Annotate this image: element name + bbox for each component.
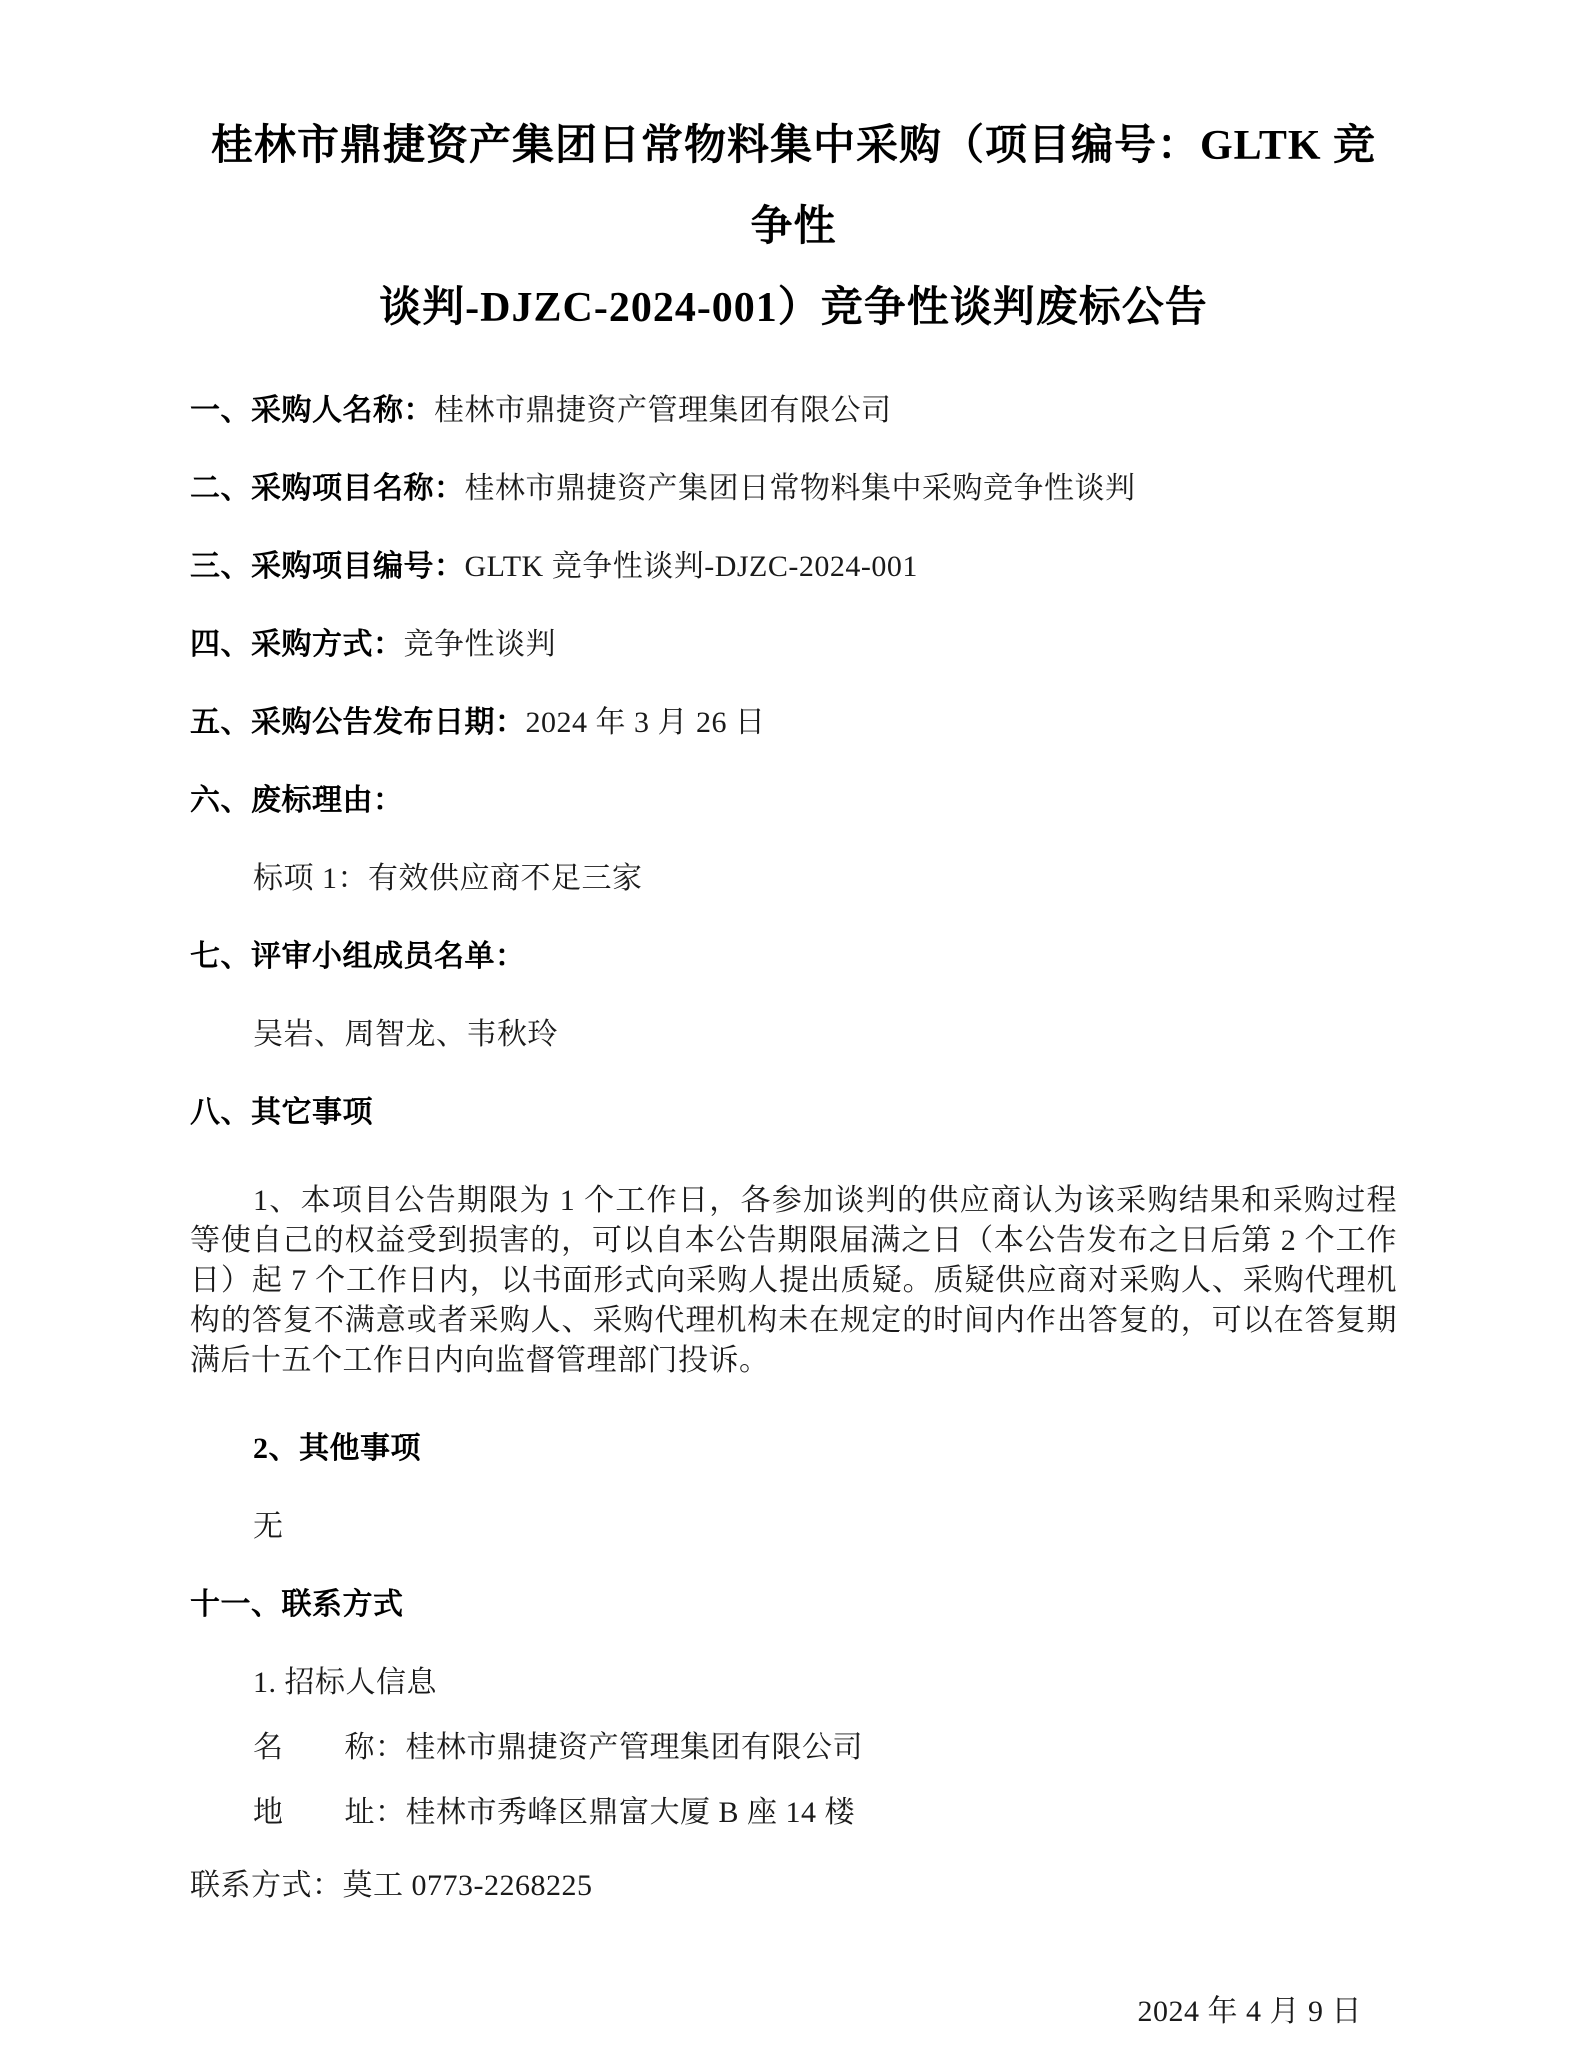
item-label: 一、采购人名称： [190,394,434,427]
section-invalid-reason-heading: 六、废标理由： [190,784,404,817]
contact-name-value: 桂林市鼎捷资产管理集团有限公司 [405,1731,863,1764]
contact-name-label: 名 称： [253,1731,406,1764]
contact-name-row [190,1728,1397,1768]
item-announcement-date [190,703,1397,743]
other-matters-clause2-value: 无 [253,1510,284,1543]
section-other-matters-heading: 八、其它事项 [190,1096,373,1129]
review-panel-members: 吴岩、周智龙、韦秋玲 [253,1018,558,1051]
item-value: 桂林市鼎捷资产集团日常物料集中采购竞争性谈判 [464,472,1136,505]
document-content [190,0,1397,2032]
contact-phone-row [190,1866,1397,1906]
section-contact-heading: 十一、联系方式 [190,1588,404,1621]
item-project-name [190,469,1397,509]
item-label: 四、采购方式： [190,628,404,661]
contact-phone-label: 联系方式： [190,1869,343,1902]
contact-address-value: 桂林市秀峰区鼎富大厦 B 座 14 楼 [405,1796,856,1829]
item-label: 三、采购项目编号： [190,550,465,583]
document-title [190,106,1397,349]
item-value: 桂林市鼎捷资产管理集团有限公司 [434,394,892,427]
item-purchaser [190,391,1397,431]
contact-address-label: 地 址： [253,1796,406,1829]
contact-phone-value: 莫工 0773-2268225 [342,1869,593,1902]
invalid-reason-item: 标项 1：有效供应商不足三家 [253,862,643,895]
item-value: 竞争性谈判 [403,628,556,661]
item-label: 二、采购项目名称： [190,472,465,505]
document-title-line1: 桂林市鼎捷资产集团日常物料集中采购（项目编号：GLTK 竞争性 [210,123,1376,250]
other-matters-clause2-heading: 2、其他事项 [253,1432,421,1465]
item-project-number [190,547,1397,587]
other-matters-clause1: 1、本项目公告期限为 1 个工作日，各参加谈判的供应商认为该采购结果和采购过程等使自己的权益受到损害的，可以自本公告期限届满之日（本公告发布之日后第 2 个工作日）起 7 个工作日内，以书面形式向采购人提出质疑。质疑供应商对采购人、采购代理机构的答复不满意或者采购人、采购代理机构未在规定的时间内作出答复的，可以在答复期满后十五个工作日内向监督管理部门投诉。 [190,1184,1397,1377]
item-value: 2024 年 3 月 26 日 [525,706,766,739]
document-date: 2024 年 4 月 9 日 [1137,1995,1362,2028]
contact-address-row [190,1793,1397,1833]
contact-bidder-info-subheading: 1. 招标人信息 [253,1666,437,1699]
item-label: 五、采购公告发布日期： [190,706,526,739]
item-procurement-method [190,625,1397,665]
document-title-line2: 谈判-DJZC-2024-001）竞争性谈判废标公告 [379,285,1208,331]
section-review-panel-heading: 七、评审小组成员名单： [190,940,526,973]
item-value: GLTK 竞争性谈判-DJZC-2024-001 [464,550,918,583]
